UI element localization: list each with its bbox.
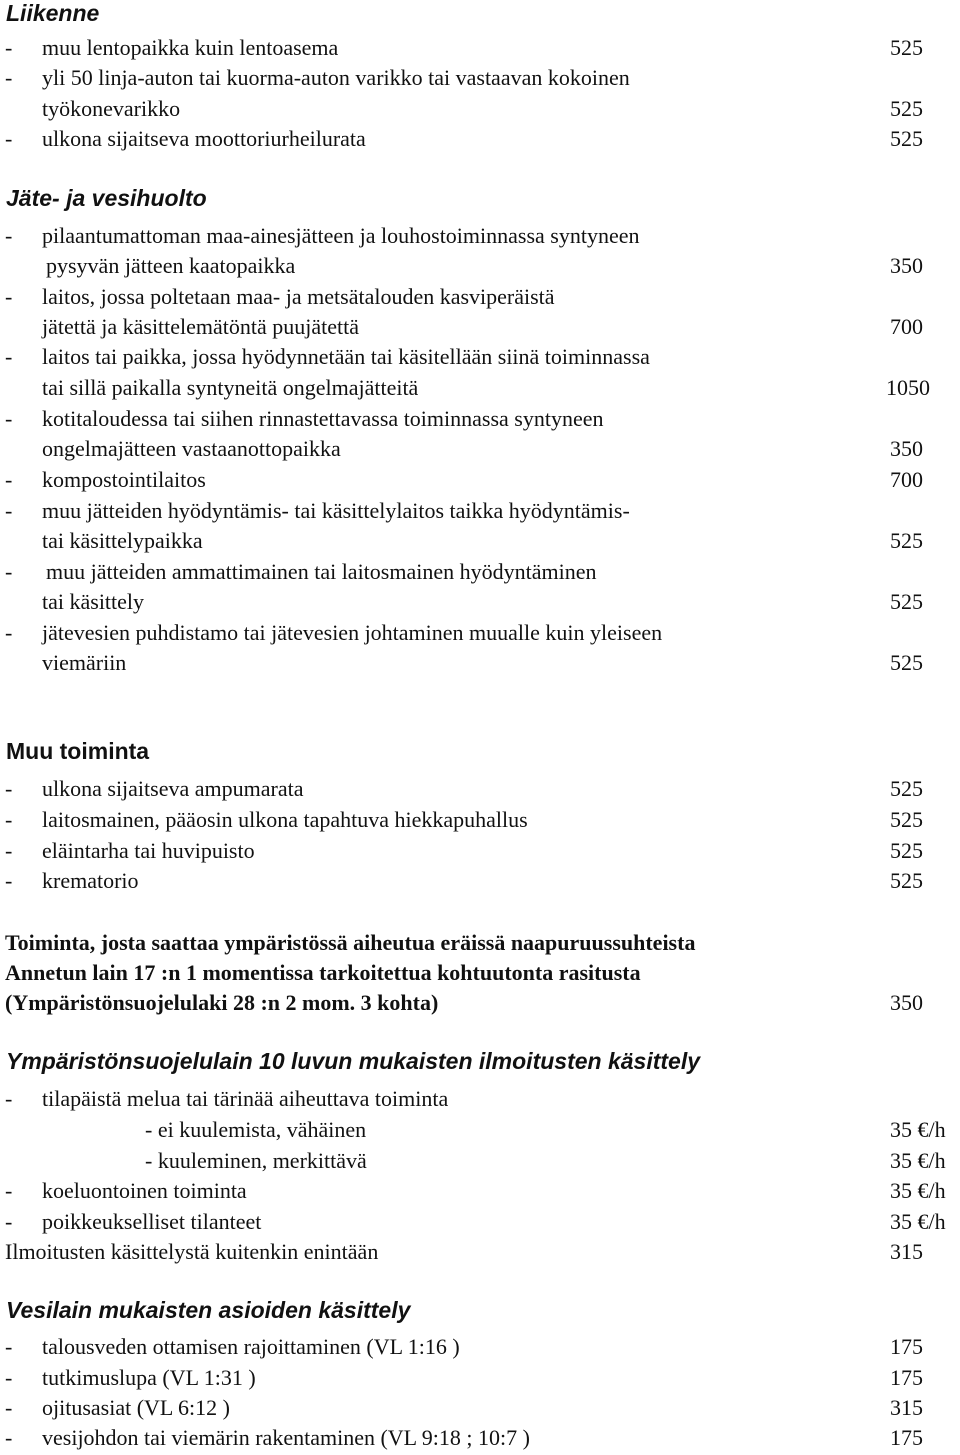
item-text: ongelmajätteen vastaanottopaikka bbox=[42, 436, 341, 461]
item-text: muu jätteiden ammattimainen tai laitosmainen hyödyntäminen bbox=[46, 559, 597, 584]
fee-schedule-page: Liikenne - muu lentopaikka kuin lentoasema 525 - yli 50 linja-auton tai kuorma-auton varikko tai vastaavan kokoinen työkonevarikko 525 - ulkona sijaitseva moottoriurheilurata 525 Jäte- ja vesihuolto - pilaantumattoman maa-ainesjätteen ja louhostoiminnassa syntyneen pysyvän jätteen kaatopaikka 350 - laitos, jossa poltetaan maa- ja metsätalouden kasviperäistä jätettä ja käsittelemätöntä puujätettä 700 - laitos tai paikka, jossa hyödynnetään tai käsitellään siinä toiminnassa tai sillä paikalla syntyneitä ongelmajätteitä 1050 - kotitaloudessa tai siihen rinnastettavassa toiminnassa syntyneen ongelmajätteen vastaanottopaikka 350 - kompostointilaitos 700 - muu jätteiden hyödyntämis- tai käsittelylaitos taikka hyödyntämis- tai käsittelypaikka 525 - muu jätteiden ammattimainen tai laitosmainen hyödyntäminen tai käsittely 525 - jätevesien puhdistamo tai jätevesien johtaminen muualle kuin yleiseen viemäriin 525 Muu toiminta - ulkona sijaitseva ampumarata 525 - laitosmainen, pääosin ulkona tapahtuva hiekkapuhallus 525 - eläintarha tai huvipuisto 525 - krematorio 525 Toiminta, josta saattaa ympäristössä aiheutua eräissä naapuruussuhteista Annetun lain 17 :n 1 momentissa tarkoitettua kohtuutonta rasitusta (Ympäristönsuojelulaki 28 :n 2 mom. 3 kohta) 350 Ympäristönsuojelulain 10 luvun mukaisten ilmoitusten käsittely - tilapäistä melua tai tärinää aiheuttava toiminta - ei kuulemista, vähäinen 35 €/h - kuuleminen, merkittävä 35 €/h - koeluontoinen toiminta 35 €/h - poikkeukselliset tilanteet 35 €/h Ilmoitusten käsittelystä kuitenkin enintään 315 Vesilain mukaisten asioiden käsittely - talousveden ottamisen rajoittaminen (VL 1:16 ) 175 - tutkimuslupa (VL 1:31 ) 175 - ojitusasiat (VL 6:12 ) 315 - vesijohdon tai viemärin rakentaminen (VL 9:18 ; 10:7 ) 175 bbox=[0, 0, 960, 1455]
item-text: ulkona sijaitseva ampumarata bbox=[42, 776, 304, 801]
item-text: viemäriin bbox=[42, 650, 127, 675]
item-text: kotitaloudessa tai siihen rinnastettavassa toiminnassa syntyneen bbox=[42, 406, 604, 431]
item-value: 315 bbox=[890, 1239, 923, 1264]
item-text: poikkeukselliset tilanteet bbox=[42, 1209, 262, 1234]
item-value: 700 bbox=[890, 314, 923, 339]
item-text: krematorio bbox=[42, 868, 139, 893]
item-value: 35 €/h bbox=[890, 1148, 946, 1173]
item-value: 35 €/h bbox=[890, 1178, 946, 1203]
item-text: tilapäistä melua tai tärinää aiheuttava toiminta bbox=[42, 1086, 449, 1111]
item-text: muu lentopaikka kuin lentoasema bbox=[42, 35, 339, 60]
item-text: vesijohdon tai viemärin rakentaminen (VL 9:18 ; 10:7 ) bbox=[42, 1425, 530, 1450]
item-value: 525 bbox=[890, 650, 923, 675]
item-text: kompostointilaitos bbox=[42, 467, 206, 492]
item-value: 525 bbox=[890, 868, 923, 893]
item-text: talousveden ottamisen rajoittaminen (VL 1:16 ) bbox=[42, 1334, 460, 1359]
item-value: 525 bbox=[890, 126, 923, 151]
item-value: 525 bbox=[890, 776, 923, 801]
item-text: työkonevarikko bbox=[42, 96, 181, 121]
heading-muu-toiminta: Muu toiminta bbox=[6, 738, 150, 764]
item-text: yli 50 linja-auton tai kuorma-auton varikko tai vastaavan kokoinen bbox=[42, 65, 630, 90]
item-value: 525 bbox=[890, 589, 923, 614]
item-text: muu jätteiden hyödyntämis- tai käsittelylaitos taikka hyödyntämis- bbox=[42, 498, 630, 523]
item-value: 700 bbox=[890, 467, 923, 492]
item-text: tutkimuslupa (VL 1:31 ) bbox=[42, 1365, 256, 1390]
item-value: 350 bbox=[890, 436, 923, 461]
item-value: 315 bbox=[890, 1395, 923, 1420]
item-value: 525 bbox=[890, 528, 923, 553]
item-text: laitos, jossa poltetaan maa- ja metsätalouden kasviperäistä bbox=[42, 284, 555, 309]
item-value: 525 bbox=[890, 35, 923, 60]
item-text: - ei kuulemista, vähäinen bbox=[145, 1117, 367, 1142]
item-value: 175 bbox=[890, 1425, 923, 1450]
item-value: 35 €/h bbox=[890, 1117, 946, 1142]
item-text: laitos tai paikka, jossa hyödynnetään tai käsitellään siinä toiminnassa bbox=[42, 344, 650, 369]
item-text: ulkona sijaitseva moottoriurheilurata bbox=[42, 126, 366, 151]
item-value: 175 bbox=[890, 1334, 923, 1359]
item-value: 1050 bbox=[886, 375, 930, 400]
item-value: 525 bbox=[890, 96, 923, 121]
item-text: eläintarha tai huvipuisto bbox=[42, 838, 255, 863]
item-text: tai sillä paikalla syntyneitä ongelmajätteitä bbox=[42, 375, 419, 400]
item-text: pilaantumattoman maa-ainesjätteen ja louhostoiminnassa syntyneen bbox=[42, 223, 640, 248]
item-text: tai käsittelypaikka bbox=[42, 528, 203, 553]
item-value: 35 €/h bbox=[890, 1209, 946, 1234]
item-text: jätettä ja käsittelemätöntä puujätettä bbox=[42, 314, 360, 339]
heading-ilmoitukset: Ympäristönsuojelulain 10 luvun mukaisten ilmoitusten käsittely bbox=[6, 1048, 701, 1074]
item-value: 350 bbox=[890, 253, 923, 278]
heading-liikenne: Liikenne bbox=[6, 0, 100, 26]
item-text: tai käsittely bbox=[42, 589, 145, 614]
heading-jate: Jäte- ja vesihuolto bbox=[6, 185, 207, 211]
item-text: laitosmainen, pääosin ulkona tapahtuva hiekkapuhallus bbox=[42, 807, 528, 832]
item-text: ojitusasiat (VL 6:12 ) bbox=[42, 1395, 230, 1420]
item-text: jätevesien puhdistamo tai jätevesien johtaminen muualle kuin yleiseen bbox=[42, 620, 663, 645]
item-text: - kuuleminen, merkittävä bbox=[145, 1148, 367, 1173]
item-text: Ilmoitusten käsittelystä kuitenkin enintään bbox=[5, 1239, 379, 1264]
item-value: 175 bbox=[890, 1365, 923, 1390]
heading-vesilaki: Vesilain mukaisten asioiden käsittely bbox=[6, 1297, 411, 1323]
item-value: 525 bbox=[890, 838, 923, 863]
item-text: pysyvän jätteen kaatopaikka bbox=[46, 253, 296, 278]
item-value: 525 bbox=[890, 807, 923, 832]
item-text: koeluontoinen toiminta bbox=[42, 1178, 247, 1203]
